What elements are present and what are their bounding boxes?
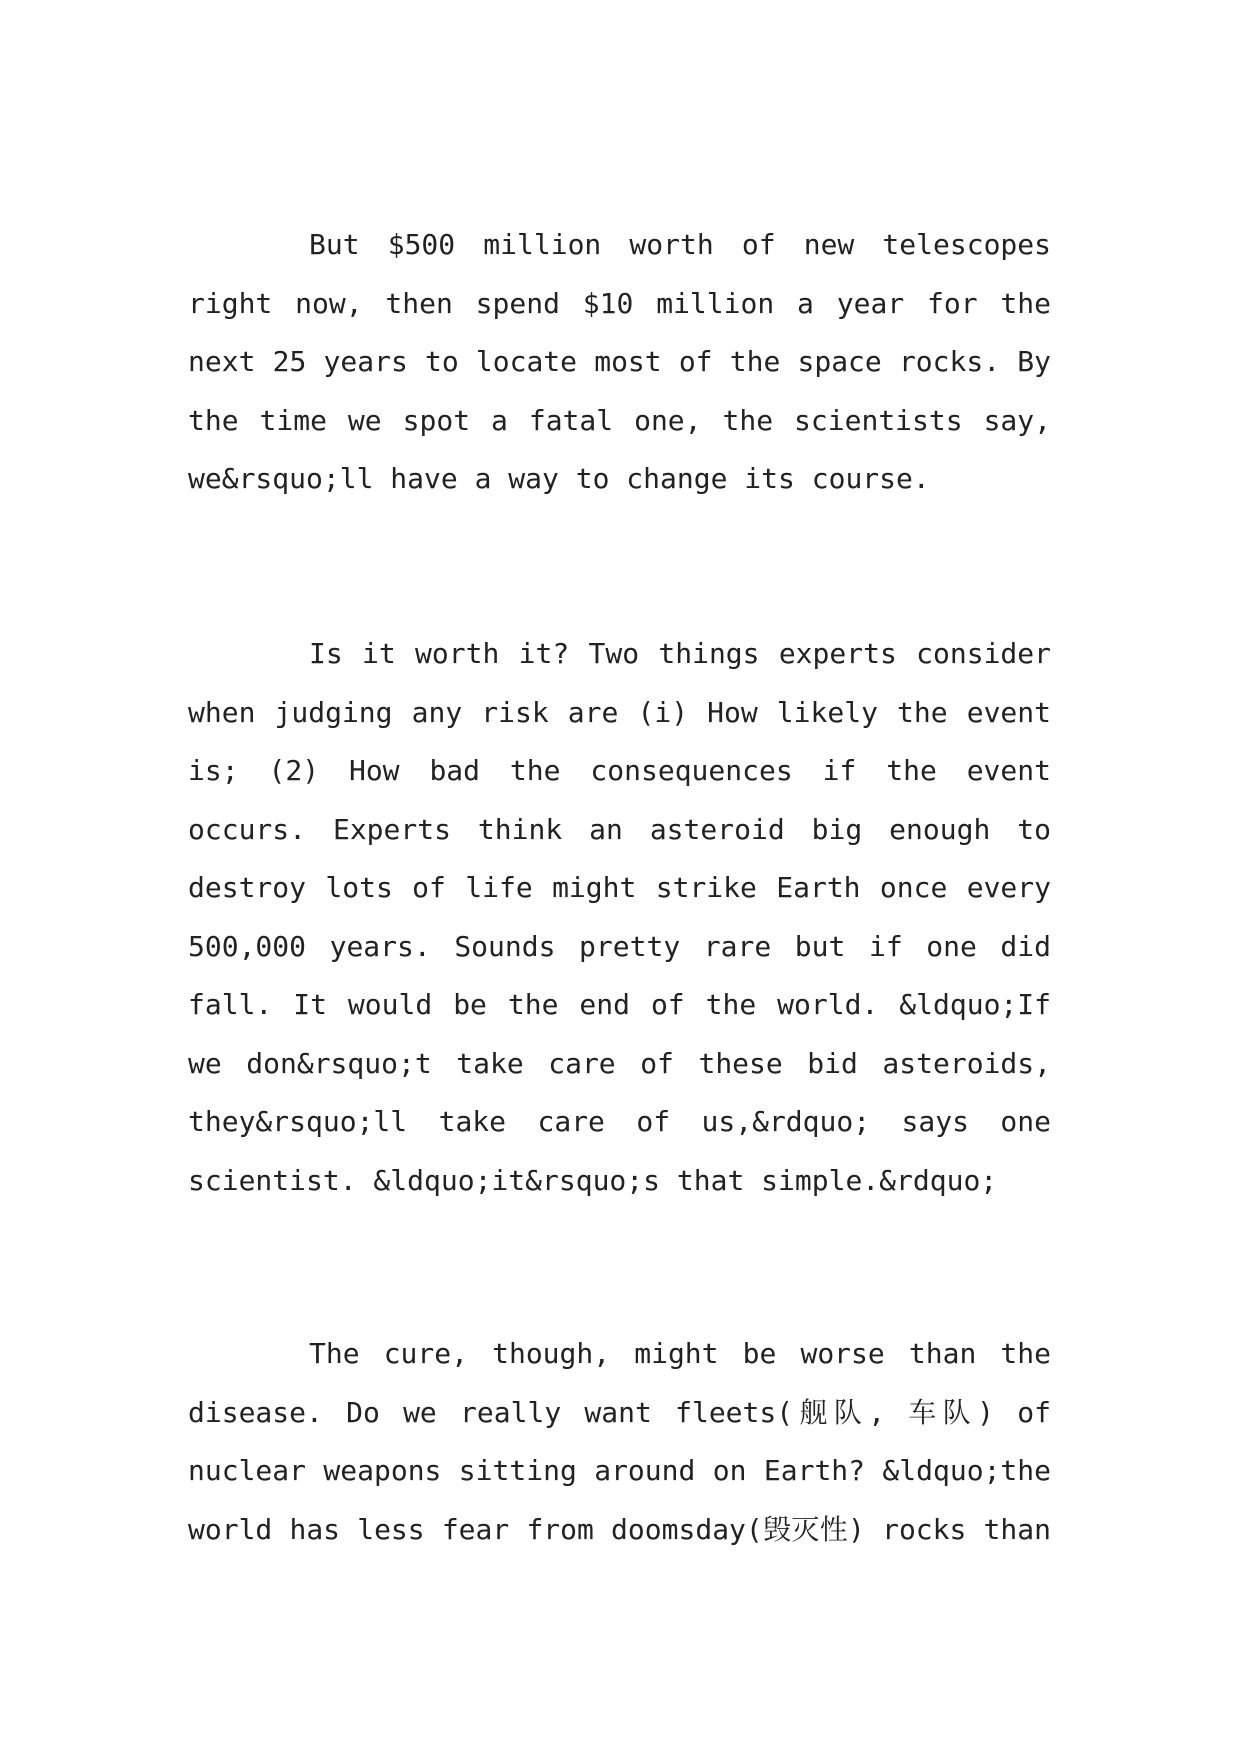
text-line: right now, then spend $10 million a year for the — [188, 286, 1051, 320]
text-line: world has less fear from doomsday(毁灭性) rocks than — [188, 1512, 1051, 1546]
text-line: disease. Do we really want fleets(舰队, 车队) of — [188, 1395, 1051, 1429]
text-line: 500,000 years. Sounds pretty rare but if one did — [188, 929, 1051, 963]
text-line: The cure, though, might be worse than the — [309, 1337, 1051, 1370]
paragraph-cure — [188, 1325, 1051, 1559]
text-line: fall. It would be the end of the world. &ldquo;If — [188, 988, 1051, 1021]
text-line: scientist. &ldquo;it&rsquo;s that simple.&rdquo; — [188, 1163, 998, 1197]
text-line: But $500 million worth of new telescopes — [309, 228, 1051, 261]
text-line: when judging any risk are (i) How likely the event — [188, 695, 1051, 729]
text-line: nuclear weapons sitting around on Earth? &ldquo;the — [188, 1454, 1051, 1487]
text-line: Is it worth it? Two things experts consider — [309, 637, 1051, 670]
text-line: next 25 years to locate most of the space rocks. By — [188, 345, 1051, 378]
text-line: we&rsquo;ll have a way to change its course. — [188, 462, 930, 495]
text-line: they&rsquo;ll take care of us,&rdquo; says one — [188, 1105, 1051, 1138]
paragraph-risk — [188, 625, 1051, 1210]
text-line: destroy lots of life might strike Earth once every — [188, 871, 1051, 904]
text-line: is; (2) How bad the consequences if the event — [188, 754, 1051, 787]
text-line: occurs. Experts think an asteroid big enough to — [188, 812, 1051, 846]
text-line: the time we spot a fatal one, the scientists say, — [188, 403, 1051, 437]
paragraph-telescopes — [188, 216, 1051, 509]
text-line: we don&rsquo;t take care of these bid asteroids, — [188, 1046, 1051, 1080]
